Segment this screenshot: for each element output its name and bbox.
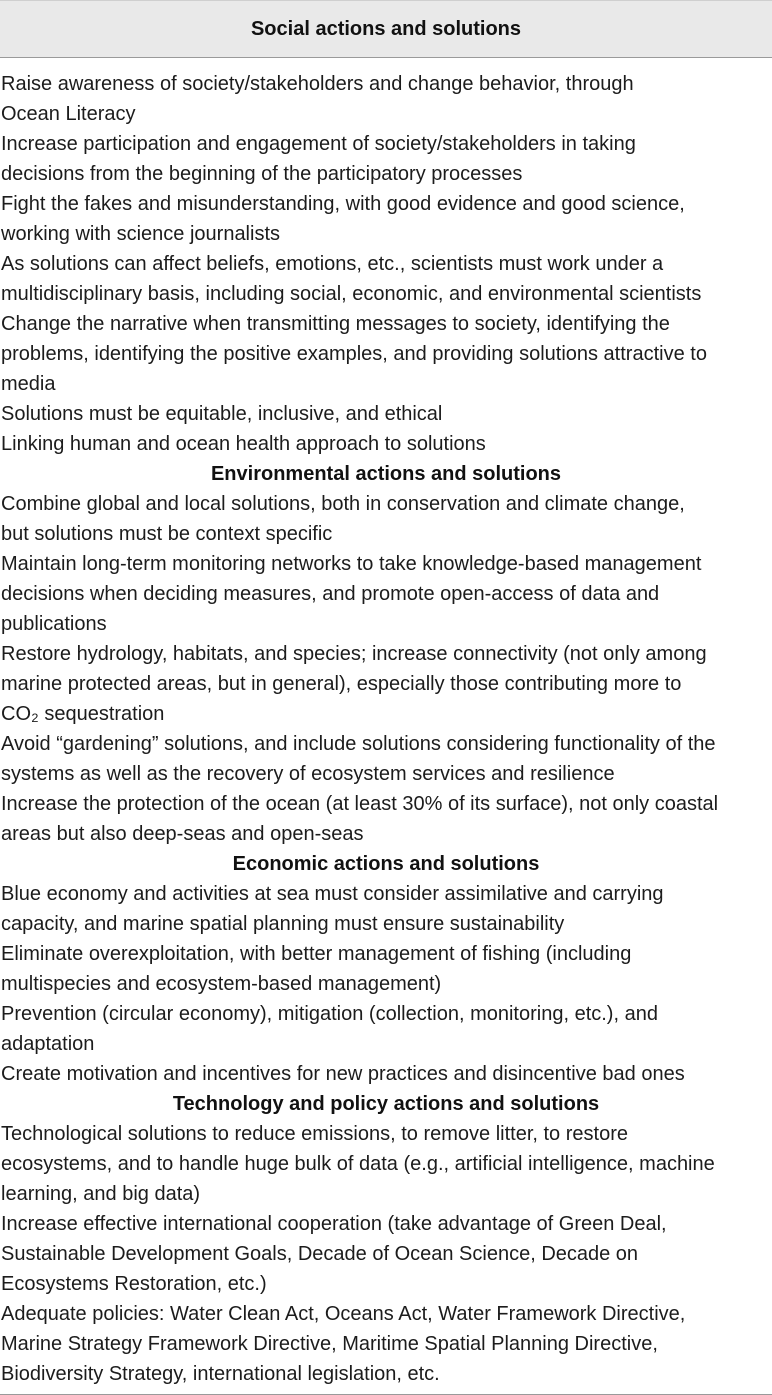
solution-item-line: Linking human and ocean health approach to solutions [1, 433, 486, 455]
solution-item [0, 789, 772, 849]
section-heading: Technology and policy actions and solutions [172, 1093, 600, 1115]
solution-item [0, 309, 772, 399]
solution-item-line: Marine Strategy Framework Directive, Maritime Spatial Planning Directive, [1, 1333, 658, 1355]
solution-item-line: Biodiversity Strategy, international legislation, etc. [1, 1363, 440, 1385]
solution-item-line: Technological solutions to reduce emissions, to remove litter, to restore [1, 1123, 628, 1145]
solution-item-line: decisions from the beginning of the participatory processes [1, 163, 523, 185]
solution-item-line: Combine global and local solutions, both in conservation and climate change, [1, 493, 685, 515]
solution-item-line: Increase the protection of the ocean (at least 30% of its surface), not only coastal [1, 793, 719, 815]
table-header [0, 0, 772, 57]
solution-item-line: Restore hydrology, habitats, and species; increase connectivity (not only among [1, 643, 707, 665]
solution-item-line: Fight the fakes and misunderstanding, with good evidence and good science, [1, 193, 685, 215]
solution-item [0, 999, 772, 1059]
solution-item-line: adaptation [1, 1033, 95, 1055]
solution-item [0, 939, 772, 999]
solution-item-line: Raise awareness of society/stakeholders and change behavior, through [1, 73, 634, 95]
solution-item-line: Create motivation and incentives for new practices and disincentive bad ones [1, 1063, 685, 1085]
solution-item [0, 129, 772, 189]
solution-item-line: Adequate policies: Water Clean Act, Oceans Act, Water Framework Directive, [1, 1303, 686, 1325]
section-heading: Environmental actions and solutions [210, 463, 562, 485]
solution-item-line: Avoid “gardening” solutions, and include solutions considering functionality of the [1, 733, 716, 755]
solution-item-line: decisions when deciding measures, and promote open-access of data and [1, 583, 660, 605]
table-body [0, 58, 772, 1389]
solution-item-line: publications [1, 613, 107, 635]
solution-item [0, 399, 772, 429]
solution-item [0, 639, 772, 729]
solution-item-line: Sustainable Development Goals, Decade of Ocean Science, Decade on [1, 1243, 639, 1265]
solution-item-line: Increase participation and engagement of society/stakeholders in taking [1, 133, 636, 155]
solution-item-line: systems as well as the recovery of ecosystem services and resilience [1, 763, 615, 785]
solution-item-line: ecosystems, and to handle huge bulk of data (e.g., artificial intelligence, machine [1, 1153, 715, 1175]
solution-item-line: Maintain long-term monitoring networks to take knowledge-based management [1, 553, 702, 575]
solution-item-line: CO₂ sequestration [1, 703, 165, 725]
solution-item-line: capacity, and marine spatial planning must ensure sustainability [1, 913, 565, 935]
solution-item-line: Solutions must be equitable, inclusive, and ethical [1, 403, 443, 425]
solution-item [0, 729, 772, 789]
solution-item [0, 1119, 772, 1209]
solution-item-line: marine protected areas, but in general), especially those contributing more to [1, 673, 682, 695]
section-title-social: Social actions and solutions [250, 17, 522, 40]
solution-item-line: working with science journalists [1, 223, 281, 245]
solution-item-line: Prevention (circular economy), mitigation (collection, monitoring, etc.), and [1, 1003, 658, 1025]
solution-item [0, 489, 772, 549]
solution-item-line: Change the narrative when transmitting messages to society, identifying the [1, 313, 670, 335]
solution-item [0, 879, 772, 939]
solution-item-line: multidisciplinary basis, including social, economic, and environmental scientists [1, 283, 702, 305]
solution-item [0, 69, 772, 129]
solution-item-line: but solutions must be context specific [1, 523, 333, 545]
solution-item [0, 549, 772, 639]
solution-item-line: Ocean Literacy [1, 103, 136, 125]
solution-item-line: learning, and big data) [1, 1183, 201, 1205]
section-heading: Economic actions and solutions [232, 853, 540, 875]
solution-item-line: media [1, 373, 56, 395]
solution-item-line: multispecies and ecosystem-based management) [1, 973, 442, 995]
solution-item-line: Blue economy and activities at sea must consider assimilative and carrying [1, 883, 664, 905]
solution-item-line: problems, identifying the positive examples, and providing solutions attractive to [1, 343, 707, 365]
solution-item-line: Eliminate overexploitation, with better management of fishing (including [1, 943, 632, 965]
solution-item [0, 1209, 772, 1299]
solution-item [0, 429, 772, 459]
solution-item [0, 1059, 772, 1089]
solution-item-line: areas but also deep-seas and open-seas [1, 823, 364, 845]
solution-item [0, 189, 772, 249]
solution-item-line: Increase effective international cooperation (take advantage of Green Deal, [1, 1213, 667, 1235]
solution-item [0, 1299, 772, 1389]
solution-item [0, 249, 772, 309]
solution-item-line: Ecosystems Restoration, etc.) [1, 1273, 267, 1295]
solution-item-line: As solutions can affect beliefs, emotions, etc., scientists must work under a [1, 253, 664, 275]
